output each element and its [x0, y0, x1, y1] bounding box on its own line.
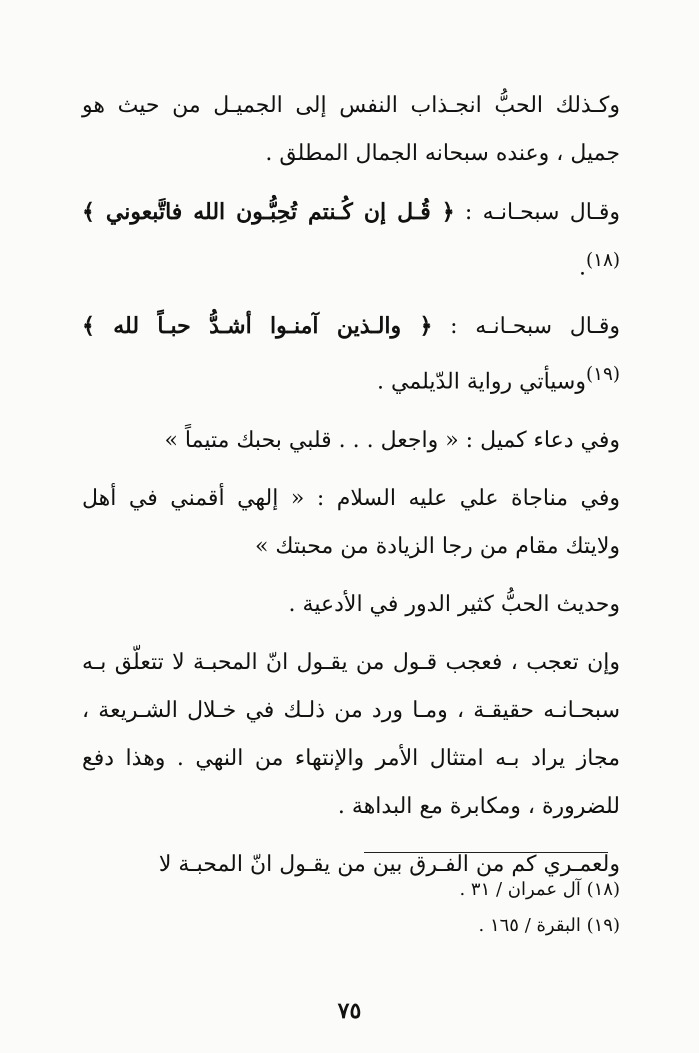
footnote-ref-19: (١٩)	[585, 364, 620, 386]
verse-intro: وقـال سبحـانـه :	[432, 314, 620, 340]
paragraph-quran-verse-1	[82, 188, 620, 292]
footnote-18: (١٨) آل عمران / ٣١ .	[459, 879, 620, 900]
verse-tail: .	[578, 255, 586, 281]
paragraph-dua-kumayl: وفي دعاء كميل : « واجعل . . . قلبي بحبك متيماً »	[164, 427, 620, 453]
verse-intro: وقـال سبحـانـه :	[454, 200, 620, 225]
quran-quote: ﴿ قُـل إن كُـنتم تُحِبُّـون الله فاتَّبعوني ﴾	[82, 199, 455, 225]
footnote-divider	[364, 852, 608, 853]
paragraph-munajat: وفي مناجاة علي عليه السلام : « إلهي أقمني في أهل ولايتك مقام من رجا الزيادة من محبتك »	[82, 485, 620, 559]
footnote-19: (١٩) البقرة / ١٦٥ .	[478, 915, 620, 936]
verse-tail: وسيأتي رواية الدّيلمي .	[377, 369, 586, 395]
quran-quote: ﴿ والـذين آمنـوا أشـدُّ حبـاً لله ﴾	[82, 313, 433, 340]
paragraph-quran-verse-2	[82, 302, 620, 406]
page-number: ٧٥	[337, 998, 362, 1024]
footnotes	[330, 872, 620, 944]
paragraph-argument: وإن تعجب ، فعجب قـول من يقـول انّ المحبـة لا تتعلّق بـه سبحـانـه حقيقـة ، ومـا ورد من ذلـك في خـلال الشـريعة ، مجاز يراد بـه امتثال الأمر والإنتهاء من النهي . وهذا دفع للضرورة ، ومكابرة مع البداهة .	[82, 649, 620, 819]
paragraph-hadith: وحديث الحبُّ كثير الدور في الأدعية .	[288, 591, 620, 617]
page-body	[82, 82, 620, 889]
paragraph-love-definition: وكـذلك الحبُّ انجـذاب النفس إلى الجميـل من حيث هو جميل ، وعنده سبحانه الجمال المطلق .	[82, 93, 620, 166]
footnote-ref-18: (١٨)	[585, 250, 620, 271]
paragraph-closing: ولعمـري كم من الفـرق بين من يقـول انّ المحبـة لا	[158, 851, 620, 877]
